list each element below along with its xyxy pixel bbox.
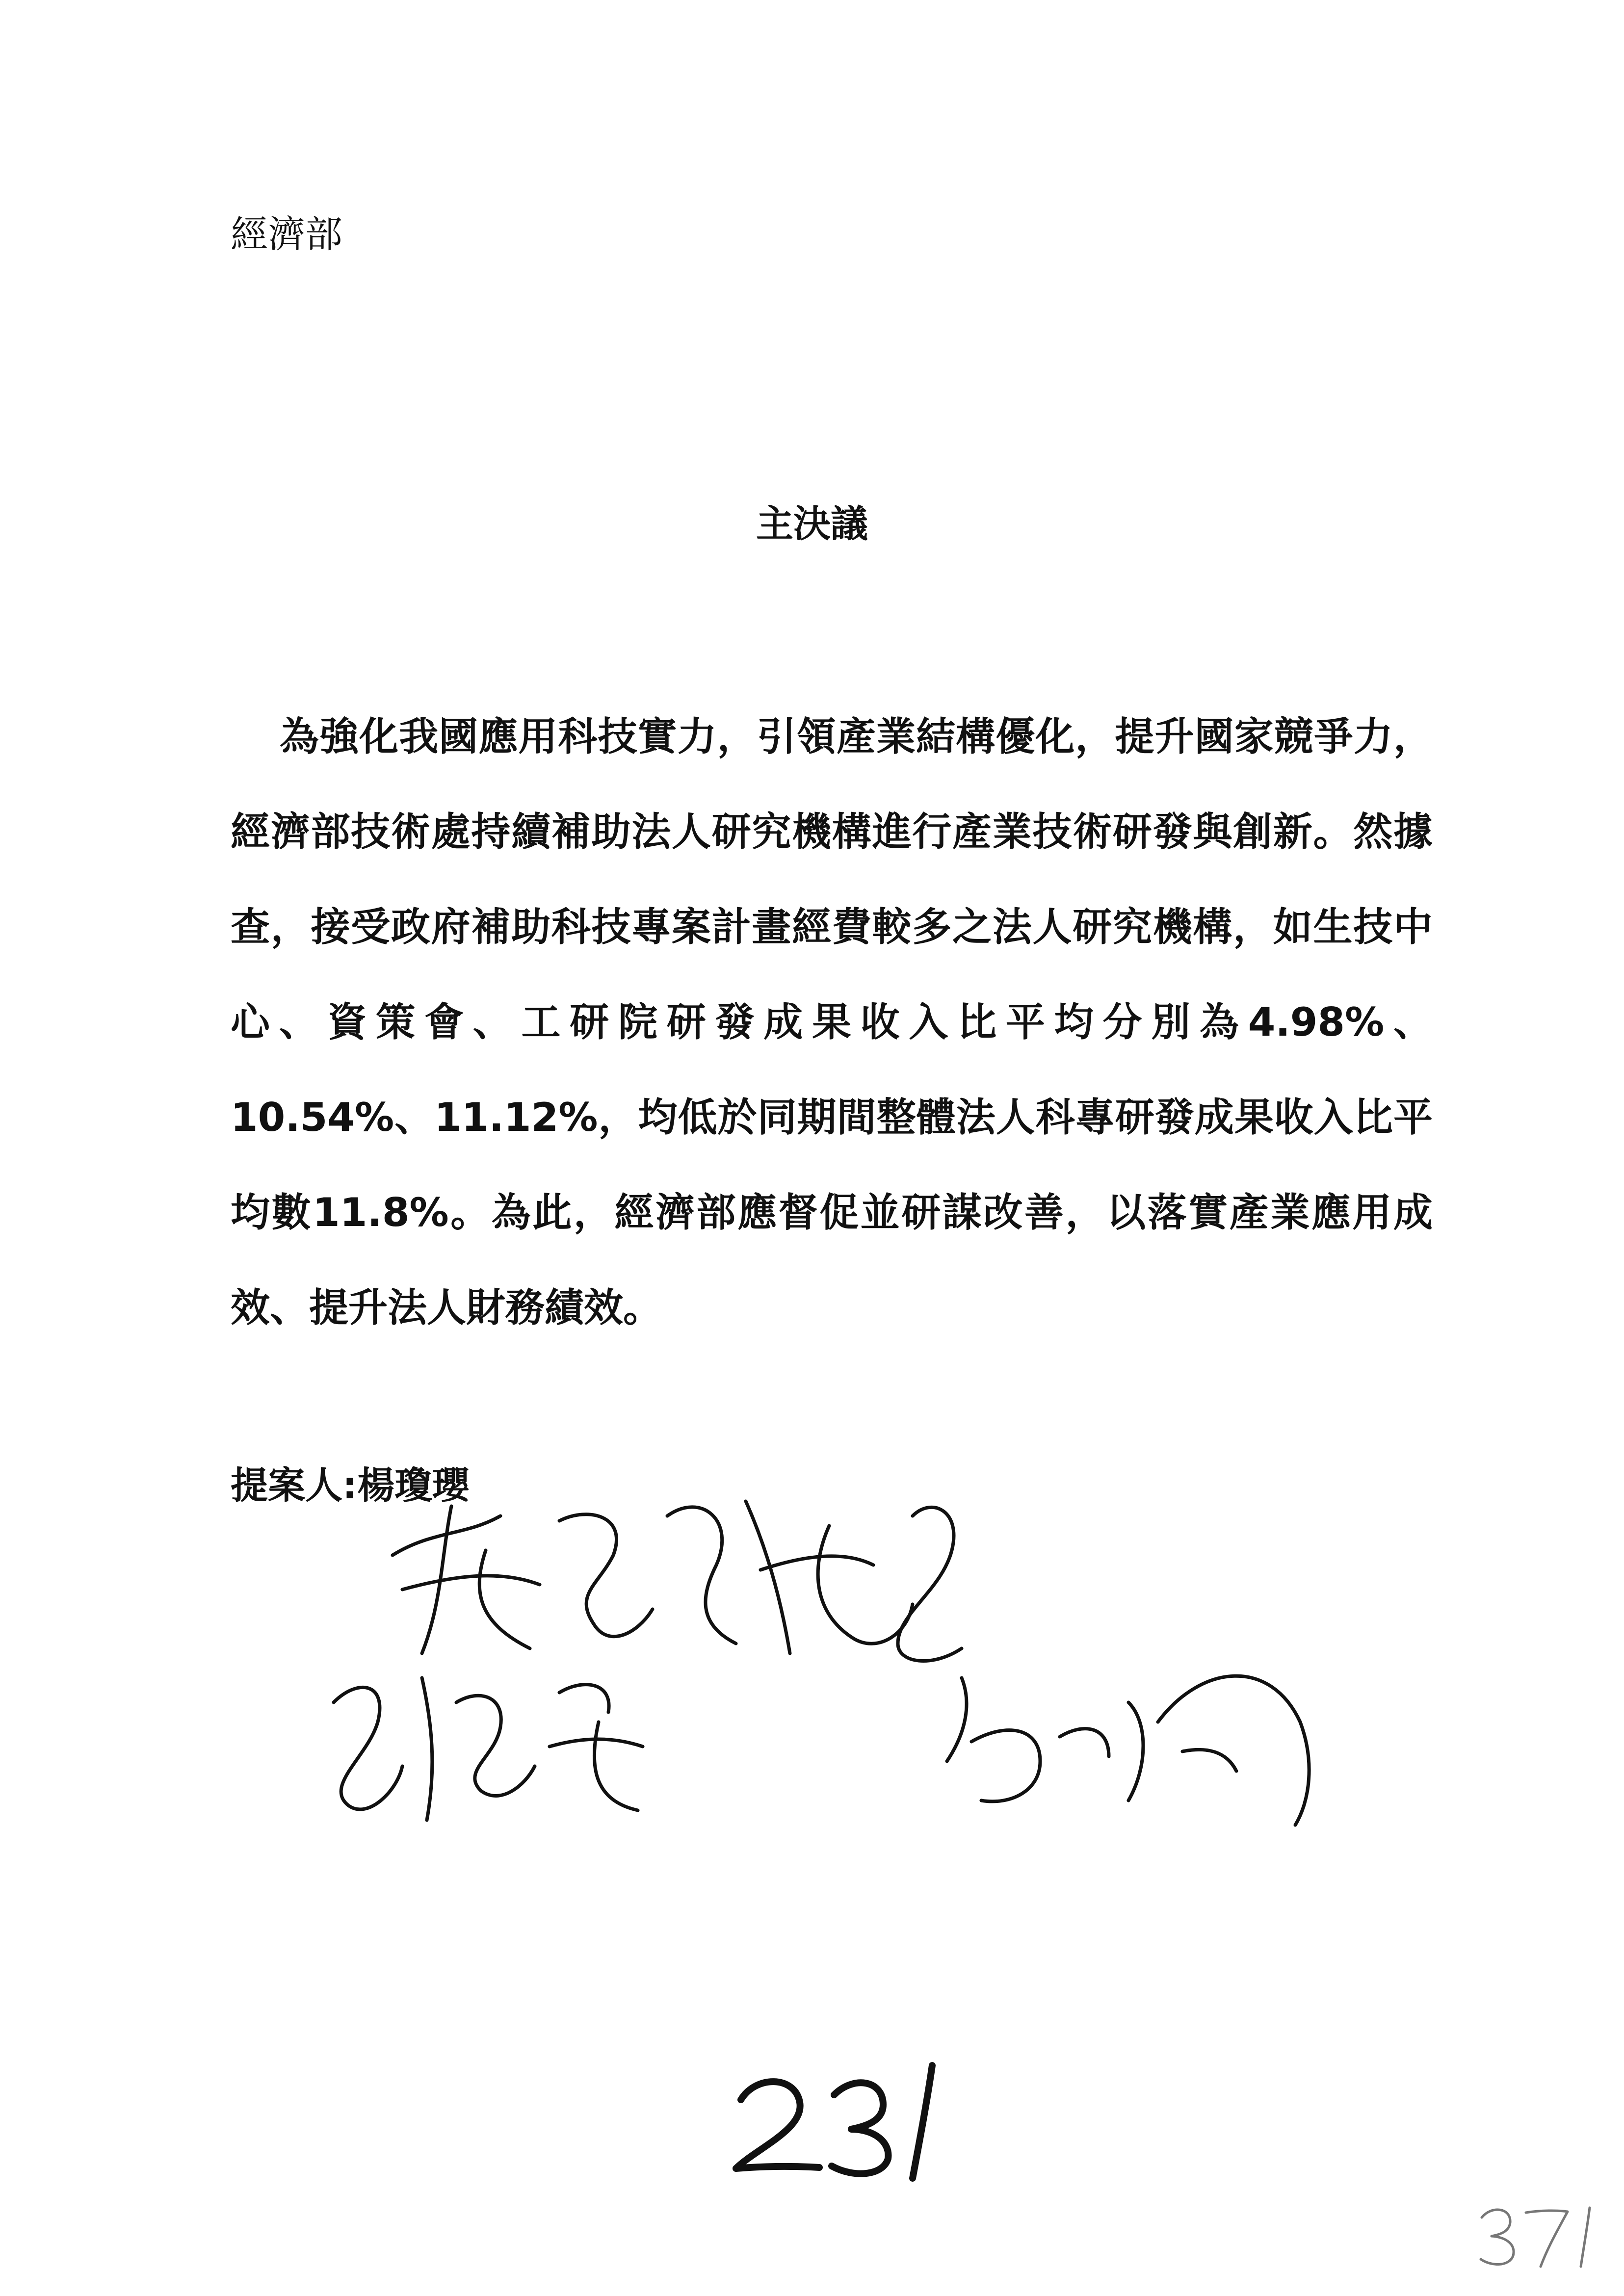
- ministry-heading: 經濟部: [231, 212, 342, 256]
- proposer-line: 提案人:楊瓊瓔: [231, 1463, 470, 1507]
- handwritten-signatures: [294, 1447, 1374, 1840]
- handwritten-page-number: [721, 2056, 967, 2183]
- resolution-title: 主決議: [756, 502, 868, 546]
- handwritten-stamp-number: [1472, 2193, 1599, 2271]
- resolution-body: 為強化我國應用科技實力，引領產業結構優化，提升國家競爭力，經濟部技術處持續補助法人研究機構進行產業技術研發與創新。然據查，接受政府補助科技專案計畫經費較多之法人研究機構，如生技中心、資策會、工研院研發成果收入比平均分別為4.98%、10.54%、11.12%，均低於同期間整體法人科專研發成果收入比平均數11.8%。為此，經濟部應督促並研謀改善，以落實產業應用成效、提升法人財務績效。: [231, 714, 1433, 1331]
